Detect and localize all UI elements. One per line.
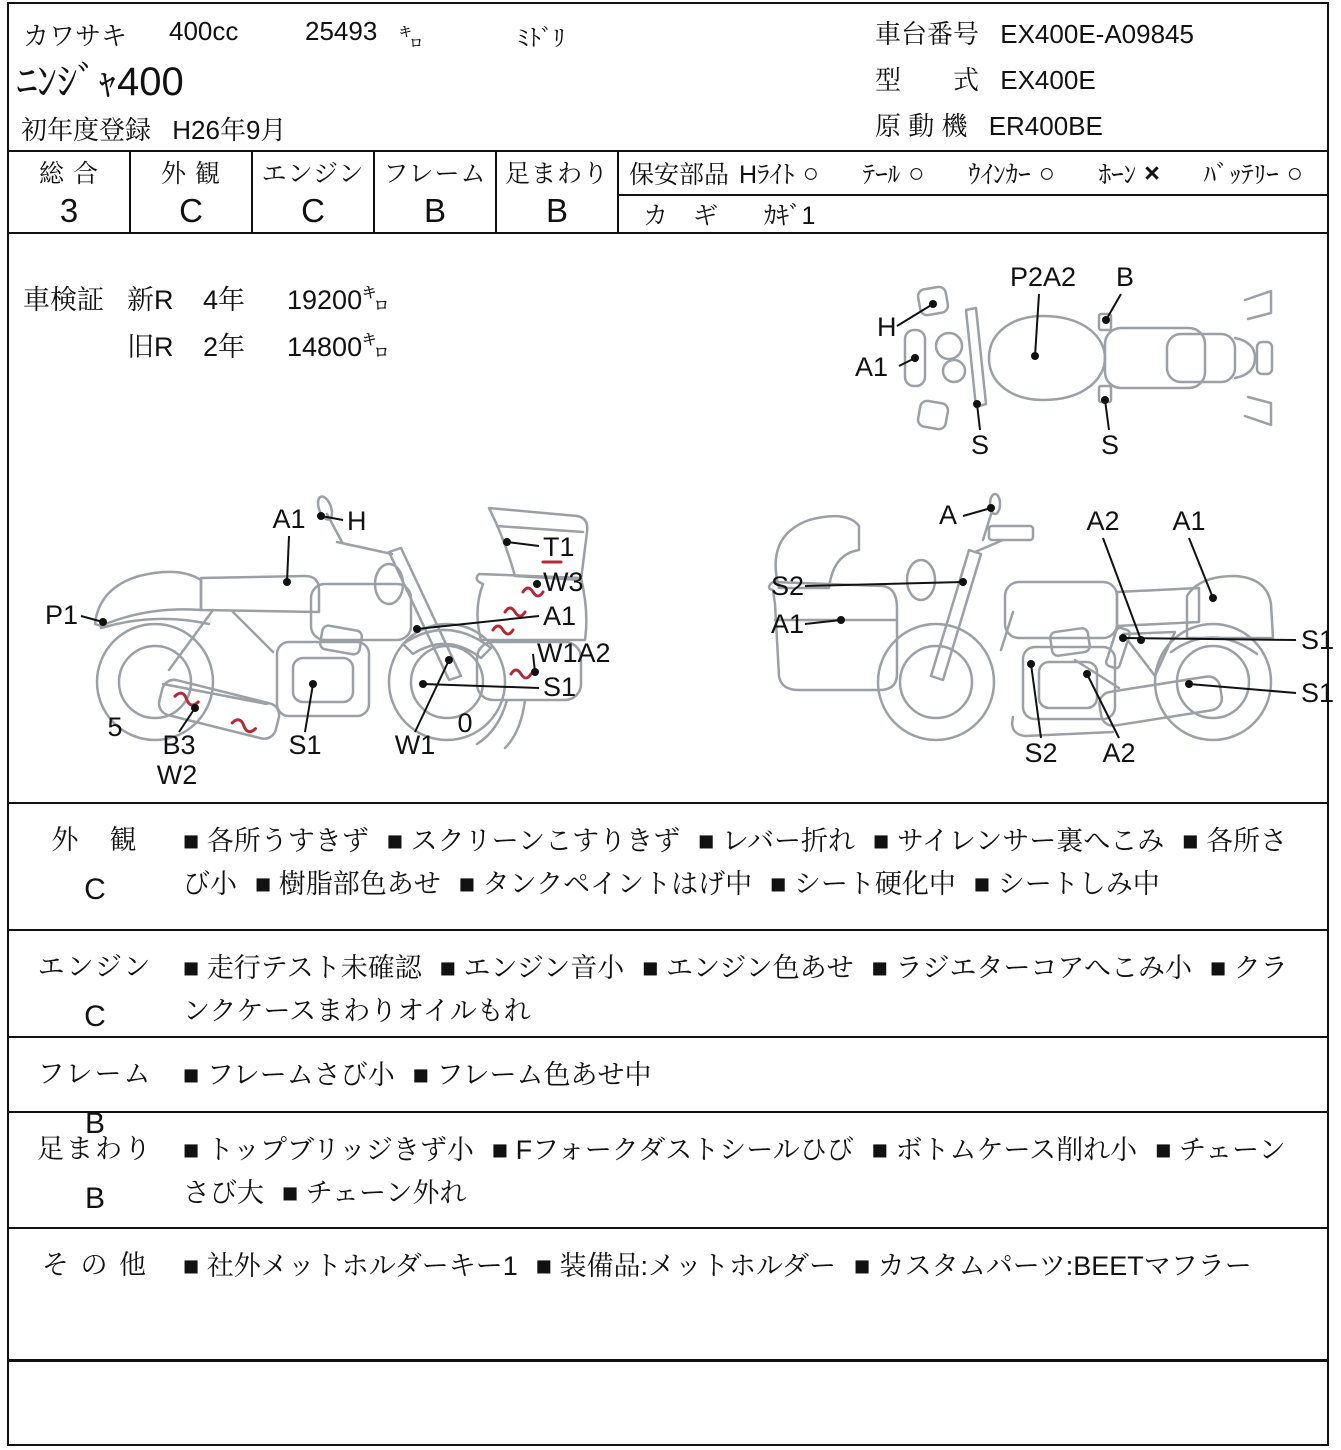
- safety-parts-items: [739, 155, 1303, 191]
- condition-items: [181, 931, 1327, 1036]
- engine-code-line: [875, 106, 1103, 143]
- condition-item: ■ 各所うすきず: [183, 826, 369, 856]
- main-body: [9, 232, 1335, 802]
- shaken-mileage: 14800㌔: [287, 332, 390, 362]
- condition-item: ■ チェーンさび大: [183, 1135, 1286, 1208]
- callout-0: 0: [457, 708, 473, 738]
- safety-item-headlight: [739, 155, 819, 191]
- condition-item: ■ サイレンサー裏へこみ: [873, 826, 1165, 856]
- condition-grade: B: [84, 1182, 105, 1215]
- shaken-row-old: [127, 325, 389, 364]
- status-mark: ○: [908, 157, 925, 188]
- left-view-callouts: [45, 504, 611, 790]
- auction-sheet: [7, 2, 1335, 1446]
- shaken-row-new: [127, 278, 389, 317]
- callout-s1-engine: S1: [288, 730, 322, 760]
- safety-item-name: ﾃｰﾙ: [862, 161, 901, 189]
- first-registration-value: H26年9月: [172, 115, 287, 145]
- chassis-number-value: EX400E-A09845: [1000, 19, 1194, 49]
- grade-value-exterior: C: [179, 192, 203, 229]
- model-code-value: EX400E: [1000, 65, 1096, 95]
- exterior-condition-header: [9, 804, 181, 929]
- callout-s-rear: S: [1100, 430, 1120, 458]
- condition-item: ■ フレーム色あせ中: [412, 1060, 652, 1090]
- other-condition-row: [9, 1227, 1327, 1359]
- callout-p2a2: P2A2: [1009, 262, 1077, 292]
- safety-parts-row: [619, 152, 1327, 196]
- model-code-line: [875, 60, 1096, 97]
- empty-footer-row: [9, 1359, 1327, 1444]
- callout-w1: W1: [394, 730, 436, 760]
- shaken-rows: [127, 278, 389, 372]
- grade-value-frame: B: [423, 192, 446, 229]
- callout-w3: W3: [543, 567, 584, 597]
- grade-label-overall: 総 合: [39, 160, 99, 188]
- grade-label-undercarriage: 足まわり: [504, 160, 609, 188]
- key-value: ｶｷﾞ1: [764, 202, 816, 230]
- condition-label: 外 観: [51, 825, 139, 855]
- condition-item: ■ レバー折れ: [698, 826, 856, 856]
- callout-s1-upper: S1: [1301, 625, 1335, 655]
- undercarriage-condition-header: [9, 1113, 181, 1227]
- condition-label: 足まわり: [37, 1134, 153, 1164]
- callout-a2-top: A2: [1086, 506, 1120, 536]
- condition-items: [181, 1113, 1327, 1227]
- engine-condition-header: [9, 931, 181, 1036]
- callout-w1a2: W1A2: [537, 638, 611, 668]
- mileage-unit: ㌔: [399, 25, 423, 52]
- condition-items: [181, 1038, 1327, 1111]
- condition-item: ■ チェーン外れ: [282, 1178, 467, 1208]
- right-side-view-diagram: [751, 492, 1341, 797]
- safety-parts-label: 保安部品: [629, 161, 730, 189]
- condition-item: ■ スクリーンこすりきず: [386, 826, 681, 856]
- color-name: ﾐﾄﾞﾘ: [517, 25, 565, 52]
- condition-item: ■ 社外メットホルダーキー1: [183, 1251, 518, 1281]
- grade-cell-overall: [9, 152, 131, 232]
- header: [9, 4, 1327, 150]
- condition-label: エンジン: [37, 952, 153, 982]
- grade-cell-exterior: [131, 152, 253, 232]
- shaken-years: 2年: [203, 332, 246, 362]
- model-name: ﾆﾝｼﾞｬ400: [17, 60, 184, 104]
- callout-s-front: S: [970, 430, 990, 458]
- condition-item: ■ ラジエターコアへこみ小: [871, 953, 1192, 983]
- condition-item: ■ ボトムケース削れ小: [871, 1135, 1138, 1165]
- condition-item: ■ カスタムパーツ:BEETマフラー: [853, 1251, 1252, 1281]
- grade-label-frame: フレーム: [383, 160, 487, 188]
- shaken-block: [23, 278, 389, 372]
- grade-label-engine: エンジン: [261, 160, 365, 188]
- condition-item: ■ エンジン色あせ: [642, 953, 854, 983]
- callout-a1-left: A1: [771, 609, 805, 639]
- callout-b: B: [1115, 262, 1135, 292]
- callout-a1-top: A1: [1172, 506, 1206, 536]
- safety-item-name: ﾎｰﾝ: [1098, 161, 1137, 189]
- condition-item: ■ トップブリッジきず小: [183, 1135, 474, 1165]
- grade-label-exterior: 外 観: [161, 160, 221, 188]
- callout-s2-left: S2: [771, 571, 805, 601]
- displacement: 400cc: [169, 16, 239, 46]
- condition-item: ■ エンジン音小: [439, 953, 625, 983]
- undercarriage-condition-row: [9, 1111, 1327, 1227]
- grade-value-overall: 3: [59, 192, 79, 229]
- mileage-value: 25493: [305, 16, 378, 46]
- callout-a1-tank: A1: [272, 504, 306, 534]
- key-row: [619, 196, 1327, 232]
- condition-item: ■ クランクケースまわりオイルもれ: [183, 953, 1288, 1026]
- callout-a2-bottom: A2: [1102, 738, 1136, 768]
- condition-label: そ の 他: [41, 1250, 148, 1280]
- callout-t1: T1: [543, 532, 575, 562]
- safety-item-name: ｳｲﾝｶｰ: [968, 161, 1031, 189]
- callout-a1-fender: A1: [543, 601, 577, 631]
- condition-item: ■ タンクペイントはげ中: [458, 869, 753, 899]
- shaken-label: 車検証: [23, 285, 104, 315]
- condition-items: [181, 804, 1327, 929]
- frame-condition-header: [9, 1038, 181, 1140]
- left-side-view-diagram: [37, 492, 627, 797]
- safety-parts-cell: [619, 152, 1327, 232]
- condition-item: ■ フレームさび小: [183, 1060, 395, 1090]
- safety-item-horn: [1099, 155, 1160, 191]
- shaken-period: 旧R: [127, 332, 174, 362]
- shaken-mileage: 19200㌔: [287, 285, 390, 315]
- top-view-diagram: [847, 258, 1277, 458]
- callout-s1-wheel: S1: [543, 672, 577, 702]
- safety-item-tail: [863, 155, 925, 191]
- callout-5: 5: [107, 712, 123, 742]
- callout-s2-bottom: S2: [1024, 738, 1058, 768]
- status-mark: ○: [1038, 157, 1055, 188]
- engine-condition-row: [9, 929, 1327, 1036]
- condition-item: ■ Fフォークダストシールひび: [491, 1135, 854, 1165]
- callout-h: H: [877, 312, 897, 342]
- exterior-condition-row: [9, 802, 1327, 929]
- motorcycle-left-outline: [95, 495, 587, 748]
- callout-p1: P1: [45, 600, 79, 630]
- first-registration: [21, 110, 286, 147]
- safety-item-battery: [1204, 155, 1303, 191]
- grade-value-undercarriage: B: [545, 192, 568, 229]
- grade-cell-engine: [253, 152, 375, 232]
- callout-h: H: [347, 506, 367, 536]
- condition-item: ■ 走行テスト未確認: [183, 953, 422, 983]
- callout-w2: W2: [156, 760, 198, 790]
- status-mark: ○: [1286, 157, 1303, 188]
- status-mark: ×: [1144, 157, 1160, 188]
- other-condition-header: [9, 1229, 181, 1359]
- condition-item: ■ 装備品:メットホルダー: [535, 1251, 836, 1281]
- frame-condition-row: [9, 1036, 1327, 1140]
- key-label: カ ギ: [643, 202, 719, 230]
- shaken-period: 新R: [127, 285, 174, 315]
- condition-label: フレーム: [37, 1059, 153, 1089]
- maker-name: カワサキ: [23, 21, 128, 51]
- condition-items: [181, 1229, 1327, 1359]
- first-registration-label: 初年度登録: [21, 115, 152, 145]
- grade-row: [9, 150, 1327, 232]
- safety-item-name: ﾊﾞｯﾃﾘｰ: [1203, 161, 1279, 189]
- callout-s1-lower: S1: [1301, 678, 1335, 708]
- callout-b3: B3: [162, 730, 196, 760]
- model-code-label: 型 式: [875, 65, 980, 95]
- condition-grade: B: [84, 1107, 105, 1140]
- engine-code-label: 原 動 機: [875, 111, 968, 141]
- callout-a1: A1: [855, 352, 889, 382]
- motorcycle-top-outline: [905, 286, 1272, 430]
- grade-cell-undercarriage: [497, 152, 619, 232]
- condition-item: ■ シート硬化中: [770, 869, 956, 899]
- condition-item: ■ 樹脂部色あせ: [255, 869, 441, 899]
- safety-item-winker: [968, 155, 1055, 191]
- chassis-number-line: [875, 14, 1194, 51]
- status-mark: ○: [802, 157, 819, 188]
- safety-item-name: Hﾗｲﾄ: [739, 161, 795, 189]
- callout-a: A: [938, 500, 957, 530]
- grade-cell-frame: [375, 152, 497, 232]
- condition-grade: C: [84, 873, 106, 906]
- chassis-number-label: 車台番号: [875, 19, 980, 49]
- condition-item: ■ 各所さび小: [183, 826, 1288, 899]
- condition-item: ■ シートしみ中: [973, 869, 1160, 899]
- top-view-callouts: [855, 262, 1134, 458]
- condition-grade: C: [84, 1000, 106, 1033]
- engine-code-value: ER400BE: [988, 111, 1103, 141]
- grade-value-engine: C: [301, 192, 325, 229]
- shaken-years: 4年: [203, 285, 246, 315]
